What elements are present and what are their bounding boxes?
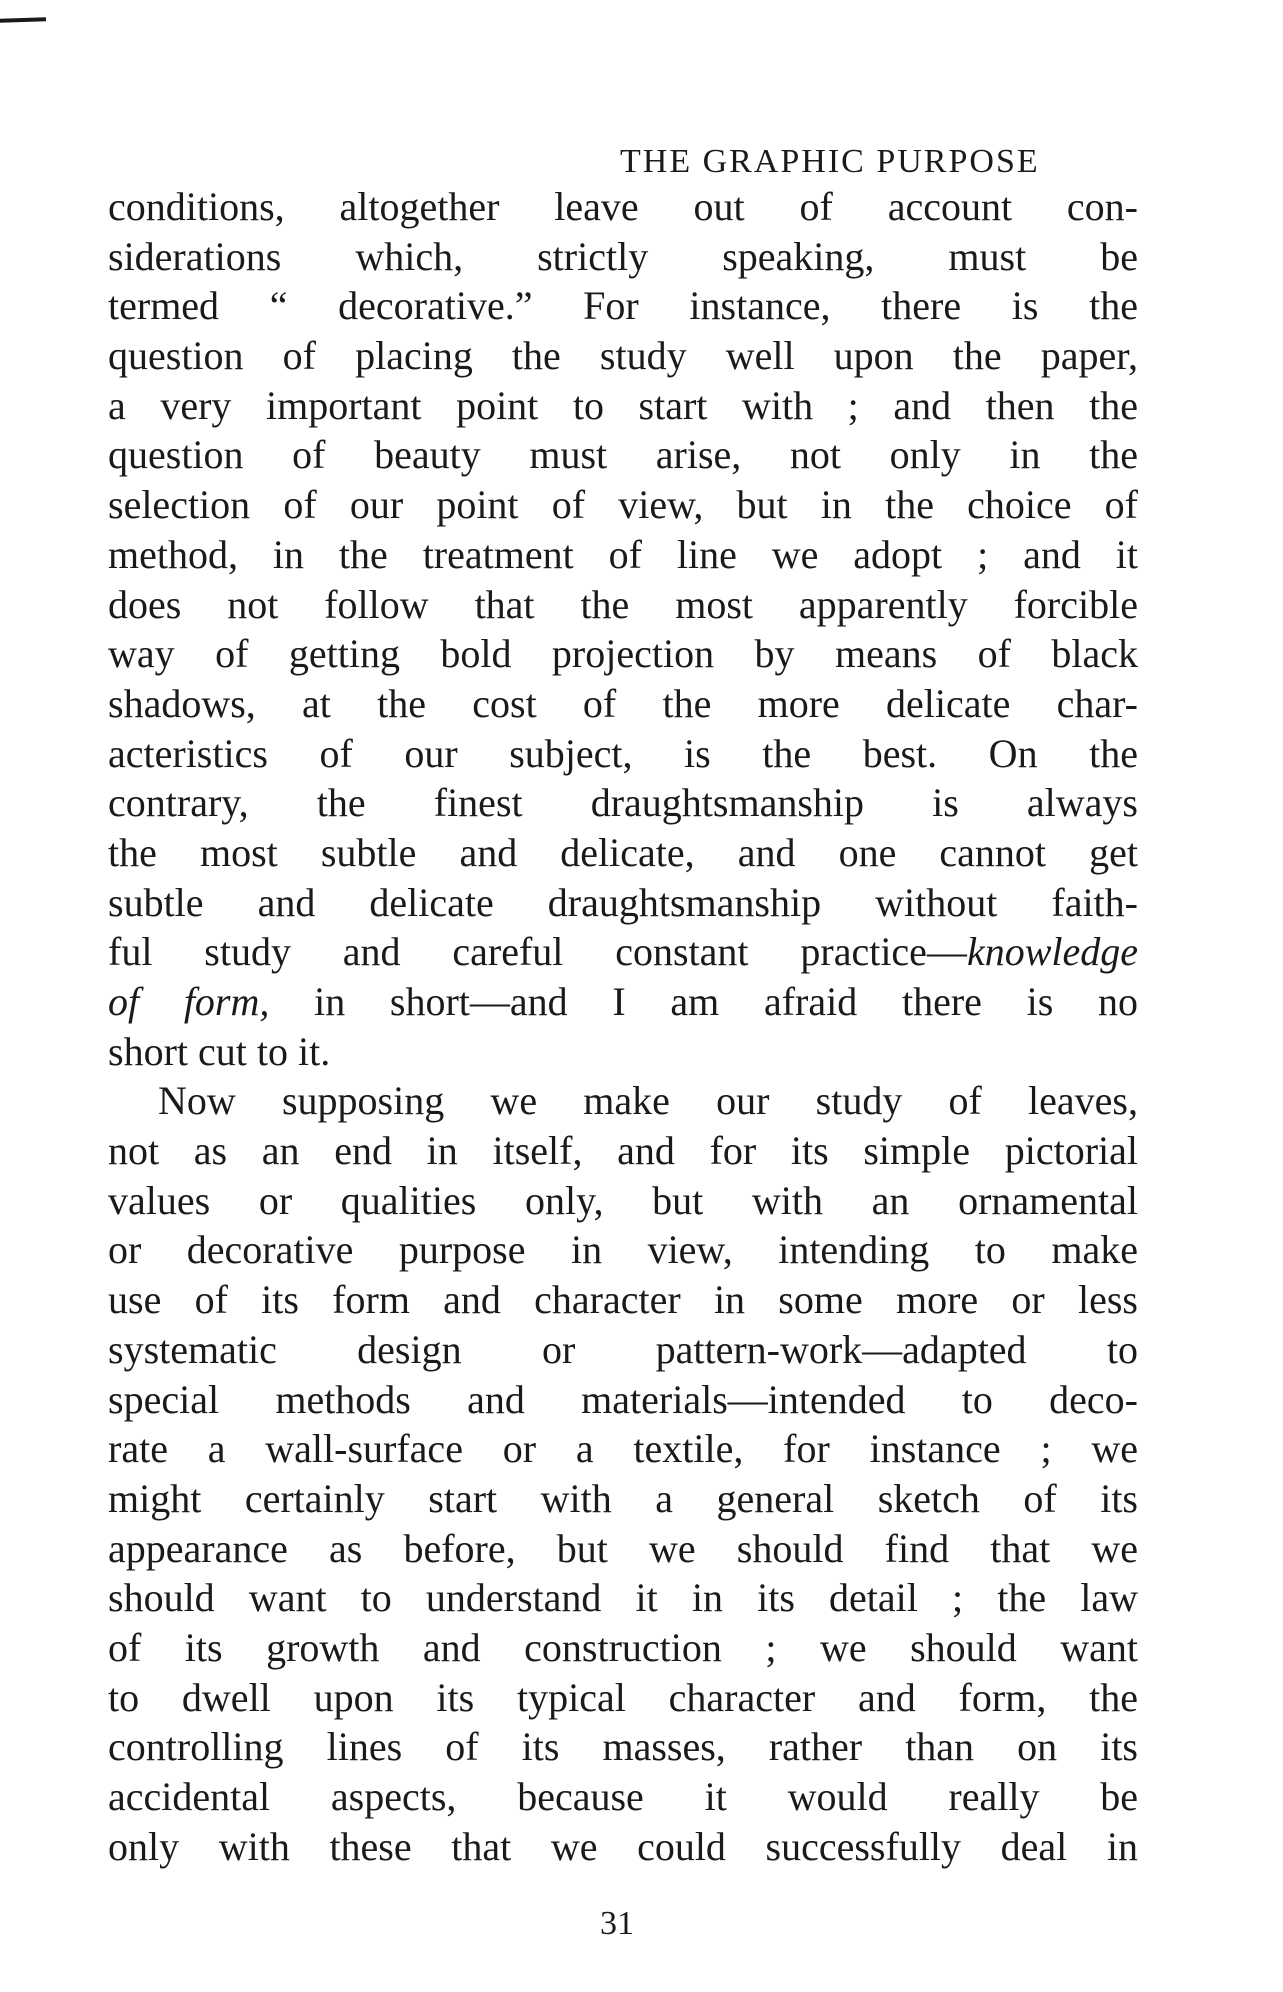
text-line: the most subtle and delicate, and one cannot get [108,829,1138,875]
text-line: appearance as before, but we should find that we [108,1525,1138,1571]
text-line: subtle and delicate draughtsmanship without faith- [108,879,1138,925]
text-line [108,977,1138,1027]
text-line: question of placing the study well upon the paper, [108,333,1138,379]
text-line: controlling lines of its masses, rather than on its [108,1724,1138,1770]
body-text [108,182,1138,1871]
text-line: or decorative purpose in view, intending to make [108,1227,1138,1273]
text-line [108,927,1138,977]
running-head: THE GRAPHIC PURPOSE [620,143,1040,180]
text-line: to dwell upon its typical character and form, the [108,1674,1138,1720]
text-line: question of beauty must arise, not only in the [108,432,1138,478]
text-line: selection of our point of view, but in the choice of [108,482,1138,528]
text-line: method, in the treatment of line we adopt ; and it [108,531,1138,577]
text-line: might certainly start with a general sketch of its [108,1475,1138,1521]
text-line: Now supposing we make our study of leaves, [158,1078,1138,1124]
text-line: shadows, at the cost of the more delicate char- [108,680,1138,726]
text-line: of its growth and construction ; we should want [108,1624,1138,1670]
text-line: acteristics of our subject, is the best. On the [108,730,1138,776]
text-line: use of its form and character in some more or less [108,1277,1138,1323]
text-run: in short—and I am afraid there is no [269,979,1138,1024]
scan-corner-mark [0,17,46,23]
text-run: ful study and careful constant practice— [108,929,967,975]
text-line: short cut to it. [108,1028,331,1074]
page-number: 31 [600,1905,634,1942]
italic-run: of form, [108,979,270,1024]
text-line: systematic design or pattern-work—adapted to [108,1326,1138,1372]
text-line: only with these that we could successfully deal in [108,1823,1138,1869]
text-line: contrary, the finest draughtsmanship is always [108,780,1138,826]
text-line: should want to understand it in its detail ; the law [108,1575,1138,1621]
text-line: way of getting bold projection by means of black [108,631,1138,677]
text-line: siderations which, strictly speaking, must be [108,233,1138,279]
text-line: does not follow that the most apparently forcible [108,581,1138,627]
text-line: accidental aspects, because it would really be [108,1774,1138,1819]
text-line: conditions, altogether leave out of account con- [108,184,1138,229]
text-line: values or qualities only, but with an ornamental [108,1177,1138,1223]
text-line: rate a wall-surface or a textile, for instance ; we [108,1426,1138,1472]
italic-run: knowledge [966,929,1138,975]
text-line: not as an end in itself, and for its simple pictorial [108,1128,1138,1174]
text-line: a very important point to start with ; and then the [108,382,1138,428]
text-line: special methods and materials—intended to deco- [108,1376,1138,1422]
text-line: termed “ decorative.” For instance, there is the [108,283,1138,329]
